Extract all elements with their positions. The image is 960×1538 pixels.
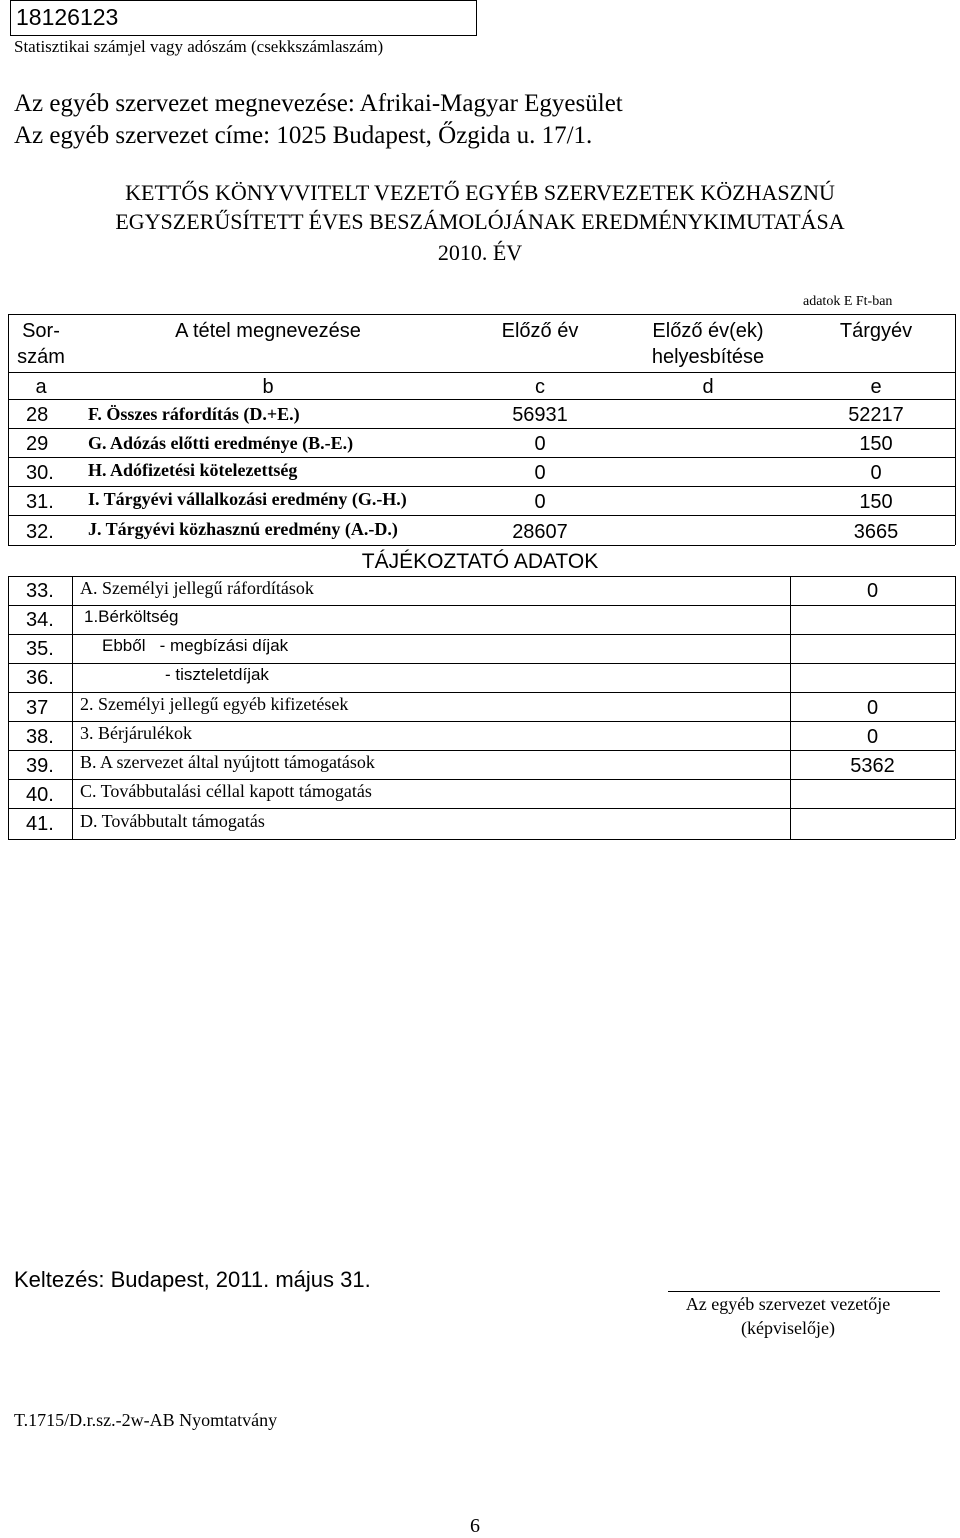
col-header-adjustment-1: Előző év(ek) xyxy=(652,320,764,342)
form-code: T.1715/D.r.sz.-2w-AB Nyomtatvány xyxy=(14,1410,278,1430)
info-row-number: 38. xyxy=(26,726,54,748)
statistical-id-caption: Statisztikai számjel vagy adószám (csekkszámlaszám) xyxy=(14,37,384,56)
info-row-value: 5362 xyxy=(850,755,895,777)
row-current-year-value: 0 xyxy=(870,462,882,484)
col-letter-b: b xyxy=(262,376,274,398)
row-number: 30. xyxy=(26,462,54,484)
report-title-year: 2010. ÉV xyxy=(437,240,523,265)
row-number: 32. xyxy=(26,521,54,543)
row-number: 29 xyxy=(26,433,49,455)
row-previous-year-value: 56931 xyxy=(512,404,568,426)
info-row-number: 33. xyxy=(26,580,54,602)
row-current-year-value: 150 xyxy=(859,433,893,455)
col-header-sorszam-1: Sor- xyxy=(22,320,60,342)
info-row-number: 35. xyxy=(26,638,54,660)
col-letter-c: c xyxy=(535,376,545,398)
col-letter-d: d xyxy=(702,376,714,398)
signature-role-sub: (képviselője) xyxy=(741,1318,835,1338)
organization-name: Az egyéb szervezet megnevezése: Afrikai-Magyar Egyesület xyxy=(14,90,623,117)
info-row-value: 0 xyxy=(866,697,879,719)
report-title-line-2: EGYSZERŰSÍTETT ÉVES BESZÁMOLÓJÁNAK EREDMÉNYKIMUTATÁSA xyxy=(115,209,845,234)
signature-role: Az egyéb szervezet vezetője xyxy=(685,1294,891,1314)
row-current-year-value: 3665 xyxy=(853,521,899,543)
info-row-number: 40. xyxy=(26,784,54,806)
info-row-value: 0 xyxy=(866,580,879,602)
info-row-name: 2. Személyi jellegű egyéb kifizetések xyxy=(80,694,349,714)
page-number: 6 xyxy=(470,1515,480,1537)
row-number: 28 xyxy=(26,404,49,426)
info-section-title: TÁJÉKOZTATÓ ADATOK xyxy=(361,550,599,573)
info-row-number: 41. xyxy=(26,813,54,835)
date-place-line: Keltezés: Budapest, 2011. május 31. xyxy=(14,1267,371,1292)
row-previous-year-value: 0 xyxy=(534,462,546,484)
info-row-name: B. A szervezet által nyújtott támogatások xyxy=(80,752,375,772)
row-item-name: J. Tárgyévi közhasznú eredmény (A.-D.) xyxy=(88,519,398,539)
row-current-year-value: 150 xyxy=(859,491,893,513)
info-row-number: 39. xyxy=(26,755,54,777)
info-row-name: 1.Bérköltség xyxy=(84,607,179,626)
col-header-sorszam-2: szám xyxy=(17,346,65,368)
info-row-name: D. Továbbutalt támogatás xyxy=(80,811,265,831)
info-row-number: 37 xyxy=(26,697,49,719)
row-item-name: H. Adófizetési kötelezettség xyxy=(88,460,298,480)
col-letter-e: e xyxy=(870,376,882,398)
row-previous-year-value: 0 xyxy=(534,491,546,513)
statistical-id-number: 18126123 xyxy=(16,4,119,30)
info-row-number: 34. xyxy=(26,609,54,631)
col-header-previous-year: Előző év xyxy=(501,320,579,342)
row-current-year-value: 52217 xyxy=(848,404,904,426)
info-row-name: - tiszteletdíjak xyxy=(165,665,269,684)
col-letter-a: a xyxy=(35,376,47,398)
row-number: 31. xyxy=(26,491,54,513)
info-row-number: 36. xyxy=(26,667,54,689)
report-title-line-1: KETTŐS KÖNYVVITELT VEZETŐ EGYÉB SZERVEZETEK KÖZHASZNÚ xyxy=(125,180,835,205)
row-item-name: G. Adózás előtti eredménye (B.-E.) xyxy=(88,433,354,453)
unit-note: adatok E Ft-ban xyxy=(803,294,893,309)
info-row-name: 3. Bérjárulékok xyxy=(80,723,192,743)
row-item-name: F. Összes ráfordítás (D.+E.) xyxy=(88,404,300,424)
row-item-name: I. Tárgyévi vállalkozási eredmény (G.-H.) xyxy=(88,489,407,509)
info-row-name: Ebből - megbízási díjak xyxy=(102,636,289,655)
col-header-item-name: A tétel megnevezése xyxy=(175,320,361,342)
info-row-value: 0 xyxy=(866,726,879,748)
col-header-adjustment-2: helyesbítése xyxy=(651,346,765,368)
info-row-name: A. Személyi jellegű ráfordítások xyxy=(80,578,314,598)
row-previous-year-value: 0 xyxy=(534,433,546,455)
row-previous-year-value: 28607 xyxy=(512,521,568,543)
col-header-current-year: Tárgyév xyxy=(839,320,913,342)
signature-line xyxy=(668,1291,940,1292)
organization-address: Az egyéb szervezet címe: 1025 Budapest, Őzgida u. 17/1. xyxy=(14,122,593,149)
info-row-name: C. Továbbutalási céllal kapott támogatás xyxy=(80,781,372,801)
